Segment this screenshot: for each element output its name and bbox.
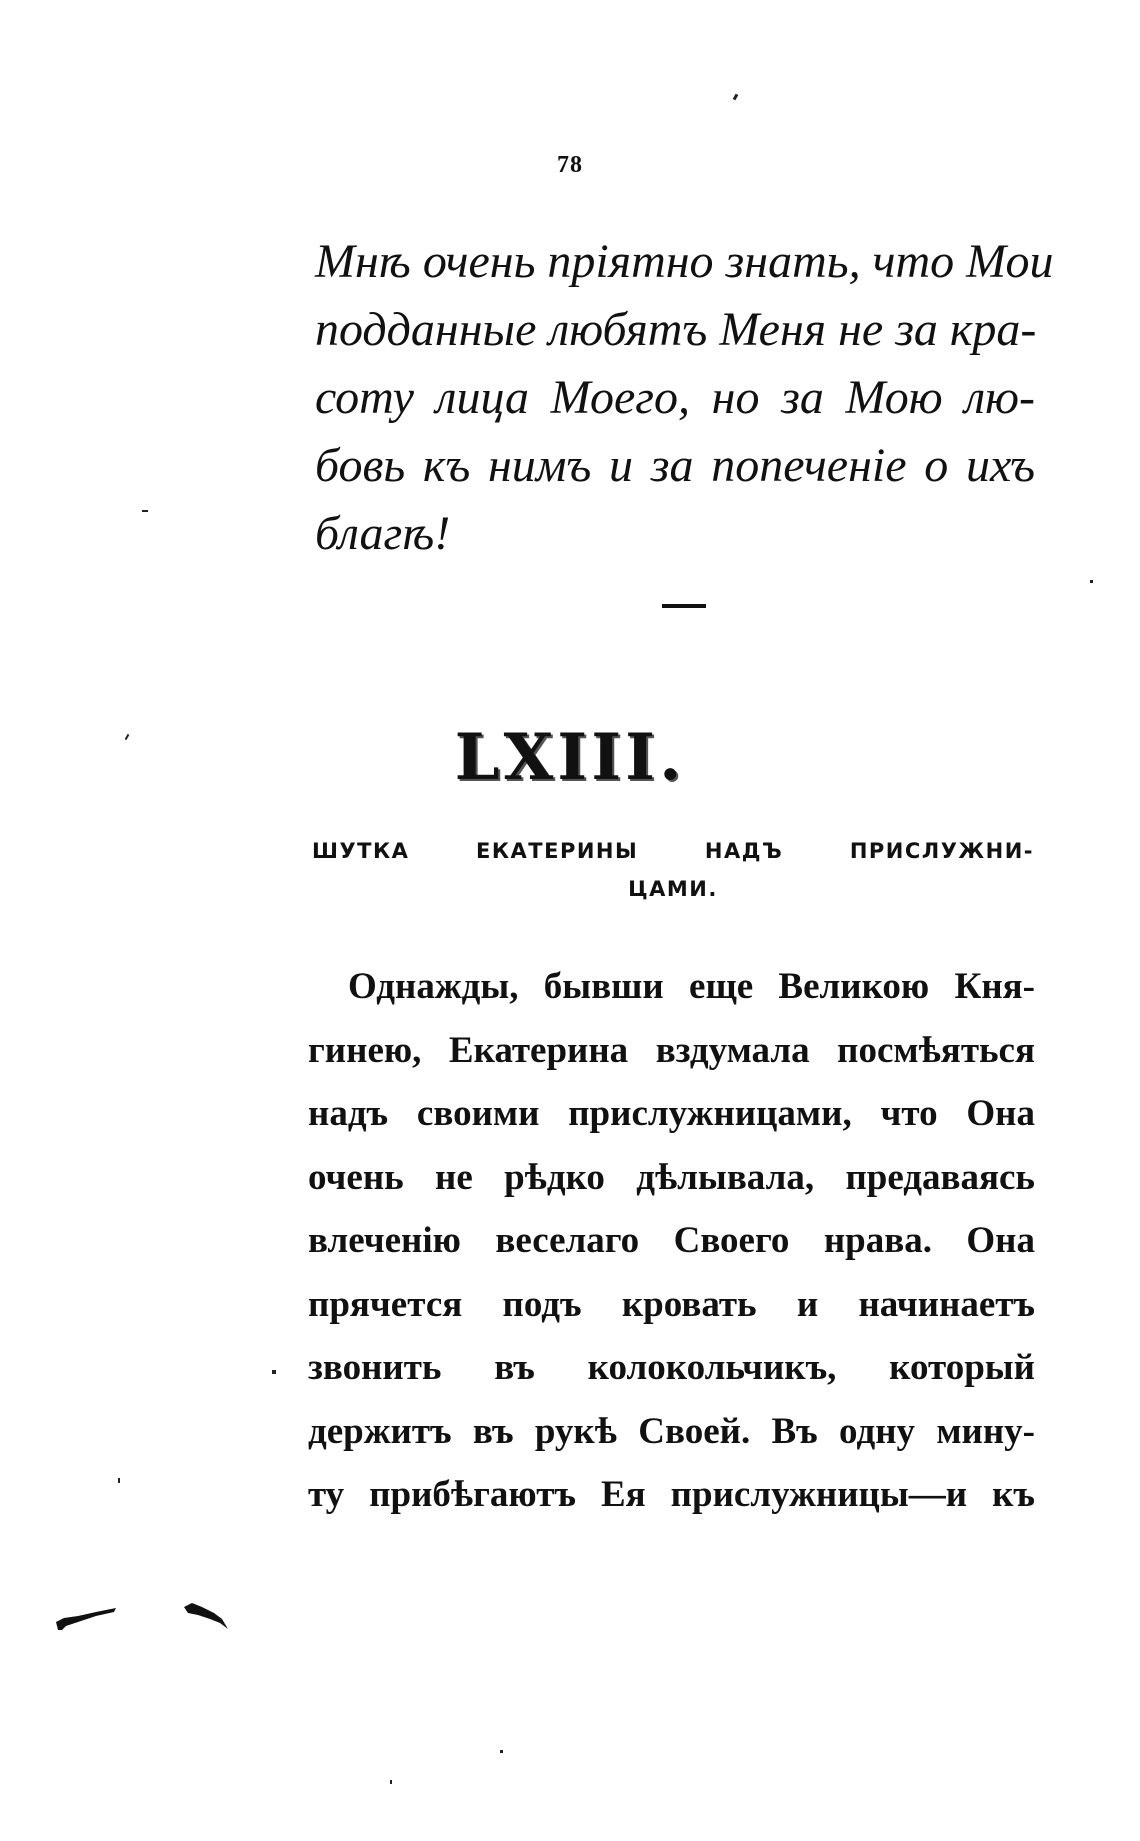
section-separator: [662, 604, 706, 608]
italic-quote: [315, 228, 1054, 568]
body-line: Однажды, бывши еще Великою Кня-: [348, 966, 1035, 1007]
chapter-title-line: ШУТКА ЕКАТЕРИНЫ НАДЪ ПРИСЛУЖНИ-: [312, 839, 1034, 863]
body-line: очень не рѣдко дѣлывала, предаваясь: [308, 1156, 1035, 1198]
body-line: надъ своими прислужницами, что Она: [308, 1093, 1035, 1134]
quote-line: соту лица Моего, но за Мою лю-: [315, 371, 1035, 424]
quote-line: подданные любятъ Меня не за кра-: [315, 303, 1037, 356]
quote-line: Мнѣ очень пріятно знать, что Мои: [315, 235, 1054, 288]
ink-blot: [56, 1608, 118, 1630]
quote-line: благѣ!: [315, 507, 451, 560]
body-line: ту прибѣгаютъ Ея прислужницы—и къ: [308, 1474, 1035, 1515]
scan-speck: [118, 1478, 120, 1483]
scan-speck: [272, 1370, 276, 1374]
body-text: [308, 955, 1035, 1527]
chapter-title: [312, 832, 1034, 908]
body-line: гинею, Екатерина вздумала посмѣяться: [308, 1029, 1035, 1071]
chapter-title-line: ЦАМИ.: [628, 877, 718, 901]
scan-speck: [733, 94, 739, 101]
body-line: звонить въ колокольчикъ, который: [308, 1347, 1035, 1388]
scan-speck: [500, 1750, 503, 1753]
scan-speck: [390, 1780, 392, 1784]
quote-line: бовь къ нимъ и за попеченіе о ихъ: [315, 439, 1035, 492]
body-line: держитъ въ рукѣ Своей. Въ одну мину-: [308, 1410, 1035, 1452]
body-line: прячется подъ кровать и начинаетъ: [308, 1283, 1035, 1325]
body-line: влеченію веселаго Своего нрава. Она: [308, 1220, 1035, 1261]
page-number: 78: [557, 152, 583, 178]
chapter-number: LXIII.: [454, 720, 686, 795]
ink-blot: [184, 1603, 228, 1629]
scan-speck: [1090, 580, 1093, 583]
scan-speck: [142, 510, 148, 512]
